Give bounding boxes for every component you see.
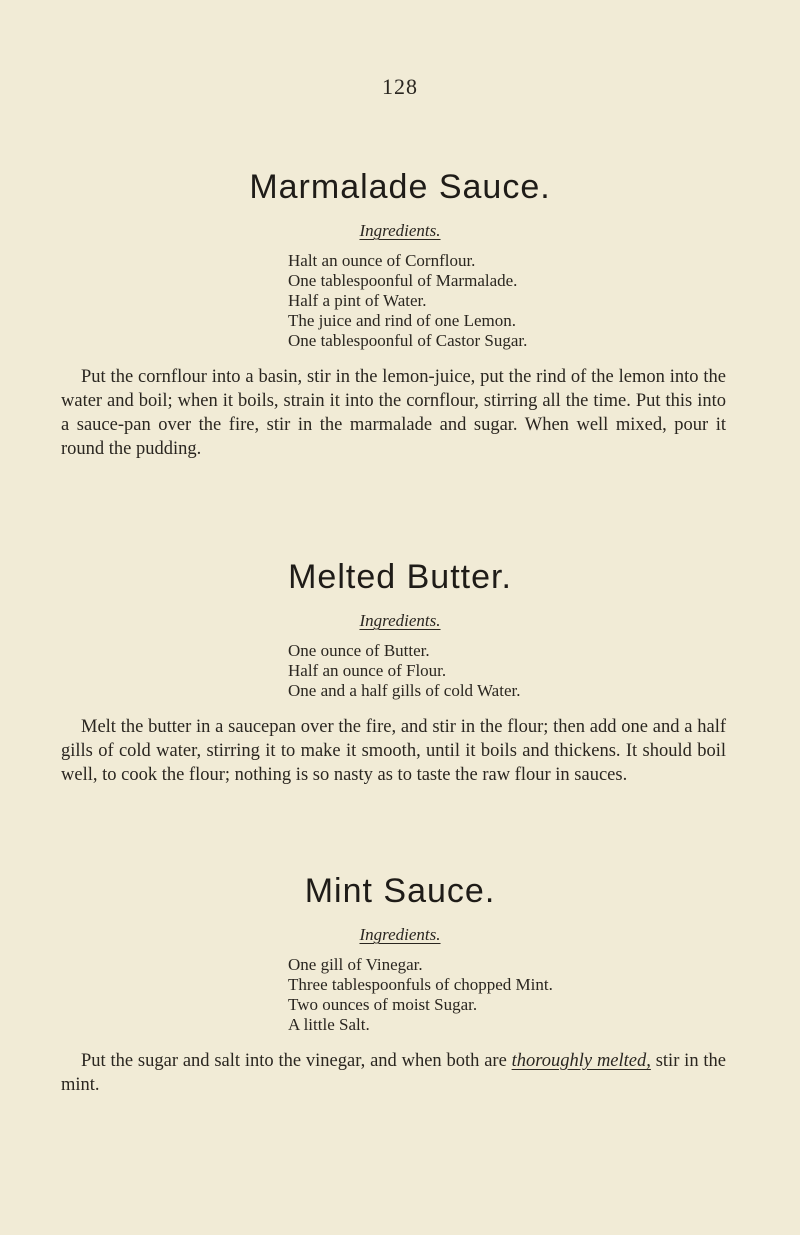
ingredients-list <box>0 955 800 1035</box>
recipe-title: Marmalade Sauce. <box>249 168 551 206</box>
method-paragraph: Melt the butter in a saucepan over the fire, and stir in the flour; then add one and a half gills of cold water, stirring it to make it smooth, until it boils and thickens. It should boil well, to cook the flour; nothing is so nasty as to taste the raw flour in sauces. <box>61 717 726 785</box>
ingredients-heading: Ingredients. <box>359 925 441 944</box>
method-paragraph <box>0 1049 800 1097</box>
ingredient-item: The juice and rind of one Lemon. <box>288 311 517 330</box>
recipe-title: Melted Butter. <box>288 558 512 596</box>
ingredients-heading: Ingredients. <box>359 221 441 240</box>
ingredient-item: One gill of Vinegar. <box>288 955 423 974</box>
method-italic-text: thoroughly melted, <box>511 1051 651 1071</box>
recipe-mint-sauce <box>0 872 800 1097</box>
ingredient-item: One tablespoonful of Marmalade. <box>288 271 518 290</box>
ingredients-heading: Ingredients. <box>359 611 441 630</box>
method-paragraph: Put the cornflour into a basin, stir in the lemon-juice, put the rind of the lemon into the water and boil; when it boils, strain it into the cornflour, stirring all the time. Put this into a sauce-pan over the fire, stir in the marmalade and sugar. When well mixed, pour it round the pudding. <box>61 367 726 459</box>
ingredient-item: Three tablespoonfuls of chopped Mint. <box>288 975 553 994</box>
recipe-marmalade-sauce <box>0 168 800 461</box>
page-number: 128 <box>382 74 418 99</box>
ingredients-list <box>0 641 800 701</box>
ingredient-item: Half a pint of Water. <box>288 291 427 310</box>
recipe-melted-butter <box>0 558 800 787</box>
ingredient-item: One ounce of Butter. <box>288 641 430 660</box>
recipe-title: Mint Sauce. <box>304 872 496 910</box>
method-text: stir in the mint. <box>61 1051 726 1095</box>
ingredient-item: Two ounces of moist Sugar. <box>288 995 478 1014</box>
ingredients-list <box>0 251 800 351</box>
method-text: Put the sugar and salt into the vinegar, and when both are <box>81 1051 512 1071</box>
ingredient-item: One and a half gills of cold Water. <box>288 681 521 700</box>
ingredient-item: Halt an ounce of Cornflour. <box>288 251 476 270</box>
ingredient-item: A little Salt. <box>288 1015 370 1034</box>
ingredient-item: One tablespoonful of Castor Sugar. <box>288 331 528 350</box>
ingredient-item: Half an ounce of Flour. <box>288 661 447 680</box>
